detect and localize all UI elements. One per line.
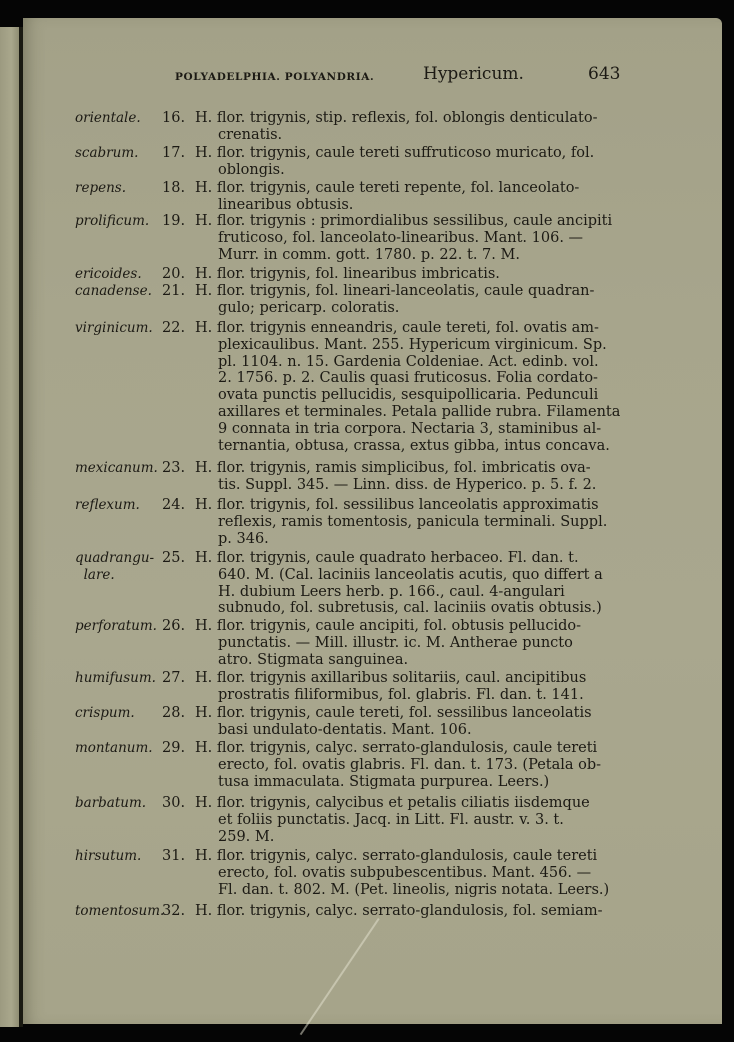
description-line: Fl. dan. t. 802. M. (Pet. lineolis, nigris notata. Leers.) bbox=[218, 881, 610, 898]
species-name: perforatum. bbox=[75, 618, 157, 634]
description-line: H. flor. trigynis, fol. linearibus imbricatis. bbox=[195, 266, 500, 282]
description-line: plexicaulibus. Mant. 255. Hypericum virginicum. Sp. bbox=[218, 336, 607, 353]
species-number: 22. bbox=[162, 320, 186, 336]
running-title: POLYADELPHIA. POLYANDRIA. bbox=[175, 71, 375, 83]
description-line: ovata punctis pellucidis, sesquipollicaria. Pedunculi bbox=[218, 387, 599, 404]
description-line: H. flor. trigynis, fol. sessilibus lanceolatis approximatis bbox=[195, 497, 599, 513]
species-number: 28. bbox=[162, 705, 186, 721]
description-line: H. flor. trigynis axillaribus solitariis, caul. ancipitibus bbox=[195, 670, 587, 686]
description-line: H. flor. trigynis, fol. lineari-lanceolatis, caule quadran- bbox=[195, 283, 595, 299]
species-number: 19. bbox=[162, 213, 186, 229]
species-name: prolificum. bbox=[75, 213, 150, 229]
description-line: crenatis. bbox=[218, 126, 283, 143]
species-name: ericoides. bbox=[75, 266, 142, 282]
species-name: canadense. bbox=[75, 283, 152, 299]
species-name: orientale. bbox=[75, 110, 141, 126]
species-name: virginicum. bbox=[75, 320, 153, 336]
description-line: H. flor. trigynis, caule ancipiti, fol. obtusis pellucido- bbox=[195, 618, 582, 634]
description-line: linearibus obtusis. bbox=[218, 196, 354, 213]
description-line: prostratis filiformibus, fol. glabris. Fl. dan. t. 141. bbox=[218, 686, 584, 703]
description-line: H. flor. trigynis enneandris, caule tereti, fol. ovatis am- bbox=[195, 320, 599, 336]
paper-crease bbox=[300, 918, 380, 1035]
species-name: reflexum. bbox=[75, 497, 140, 513]
description-line: H. flor. trigynis, caule tereti, fol. sessilibus lanceolatis bbox=[195, 705, 592, 721]
species-name: montanum. bbox=[75, 740, 153, 756]
description-line: subnudo, fol. subretusis, cal. laciniis ovatis obtusis.) bbox=[218, 600, 602, 617]
description-line: H. flor. trigynis, ramis simplicibus, fol. imbricatis ova- bbox=[195, 460, 591, 476]
description-line: H. flor. trigynis, caule tereti suffruticoso muricato, fol. bbox=[195, 145, 595, 161]
genus-heading: Hypericum. bbox=[423, 64, 524, 84]
facing-page-edge bbox=[0, 27, 19, 1027]
description-line: tis. Suppl. 345. — Linn. diss. de Hyperico. p. 5. f. 2. bbox=[218, 476, 597, 493]
species-number: 21. bbox=[162, 283, 186, 299]
description-line: fruticoso, fol. lanceolato-linearibus. Mant. 106. — bbox=[218, 229, 584, 246]
species-name: quadrangu- lare. bbox=[75, 550, 155, 583]
description-line: atro. Stigmata sanguinea. bbox=[218, 651, 409, 668]
description-line: p. 346. bbox=[218, 530, 269, 547]
page-header bbox=[175, 64, 695, 86]
description-line: erecto, fol. ovatis glabris. Fl. dan. t. 173. (Petala ob- bbox=[218, 756, 602, 773]
description-line: erecto, fol. ovatis subpubescentibus. Mant. 456. — bbox=[218, 864, 592, 881]
species-name: scabrum. bbox=[75, 145, 139, 161]
description-line: H. flor. trigynis, calyc. serrato-glandulosis, caule tereti bbox=[195, 740, 598, 756]
description-line: H. flor. trigynis, caule tereti repente, fol. lanceolato- bbox=[195, 180, 580, 196]
description-line: H. flor. trigynis, calycibus et petalis ciliatis iisdemque bbox=[195, 795, 590, 811]
description-line: H. flor. trigynis, calyc. serrato-glandulosis, caule tereti bbox=[195, 848, 598, 864]
species-number: 25. bbox=[162, 550, 186, 566]
description-line: 640. M. (Cal. laciniis lanceolatis acutis, quo differt a bbox=[218, 566, 603, 583]
description-line: Murr. in comm. gott. 1780. p. 22. t. 7. M. bbox=[218, 246, 520, 263]
description-line: H. flor. trigynis : primordialibus sessilibus, caule ancipiti bbox=[195, 213, 613, 229]
species-number: 26. bbox=[162, 618, 186, 634]
description-line: H. flor. trigynis, stip. reflexis, fol. oblongis denticulato- bbox=[195, 110, 598, 126]
species-number: 20. bbox=[162, 266, 186, 282]
description-line: ternantia, obtusa, crassa, extus gibba, intus concava. bbox=[218, 437, 610, 454]
species-number: 30. bbox=[162, 795, 186, 811]
species-number: 31. bbox=[162, 848, 186, 864]
species-number: 32. bbox=[162, 903, 186, 919]
description-line: basi undulato-dentatis. Mant. 106. bbox=[218, 721, 472, 738]
description-line: 2. 1756. p. 2. Caulis quasi fruticosus. Folia cordato- bbox=[218, 370, 598, 387]
species-name: barbatum. bbox=[75, 795, 147, 811]
species-number: 27. bbox=[162, 670, 186, 686]
description-line: 259. M. bbox=[218, 828, 275, 845]
species-number: 23. bbox=[162, 460, 186, 476]
description-line: tusa immaculata. Stigmata purpurea. Leers.) bbox=[218, 773, 550, 790]
description-line: et foliis punctatis. Jacq. in Litt. Fl. austr. v. 3. t. bbox=[218, 811, 564, 828]
species-number: 24. bbox=[162, 497, 186, 513]
description-line: axillares et terminales. Petala pallide rubra. Filamenta bbox=[218, 404, 621, 420]
species-number: 16. bbox=[162, 110, 186, 126]
description-line: oblongis. bbox=[218, 161, 285, 178]
species-number: 17. bbox=[162, 145, 186, 161]
description-line: pl. 1104. n. 15. Gardenia Coldeniae. Act. edinb. vol. bbox=[218, 353, 599, 370]
species-name: crispum. bbox=[75, 705, 135, 721]
description-line: H. dubium Leers herb. p. 166., caul. 4-angulari bbox=[218, 583, 565, 600]
species-name: tomentosum. bbox=[75, 903, 165, 919]
description-line: H. flor. trigynis, calyc. serrato-glandulosis, fol. semiam- bbox=[195, 903, 603, 919]
page-number: 643 bbox=[588, 64, 621, 84]
species-number: 29. bbox=[162, 740, 186, 756]
description-line: H. flor. trigynis, caule quadrato herbaceo. Fl. dan. t. bbox=[195, 550, 579, 566]
description-line: 9 connata in tria corpora. Nectaria 3, staminibus al- bbox=[218, 420, 602, 437]
description-line: punctatis. — Mill. illustr. ic. M. Antherae puncto bbox=[218, 634, 573, 651]
description-line: reflexis, ramis tomentosis, panicula terminali. Suppl. bbox=[218, 513, 608, 530]
species-name: hirsutum. bbox=[75, 848, 142, 864]
description-line: gulo; pericarp. coloratis. bbox=[218, 299, 400, 316]
species-number: 18. bbox=[162, 180, 186, 196]
species-name: repens. bbox=[75, 180, 126, 196]
species-name: mexicanum. bbox=[75, 460, 158, 476]
species-name: humifusum. bbox=[75, 670, 156, 686]
